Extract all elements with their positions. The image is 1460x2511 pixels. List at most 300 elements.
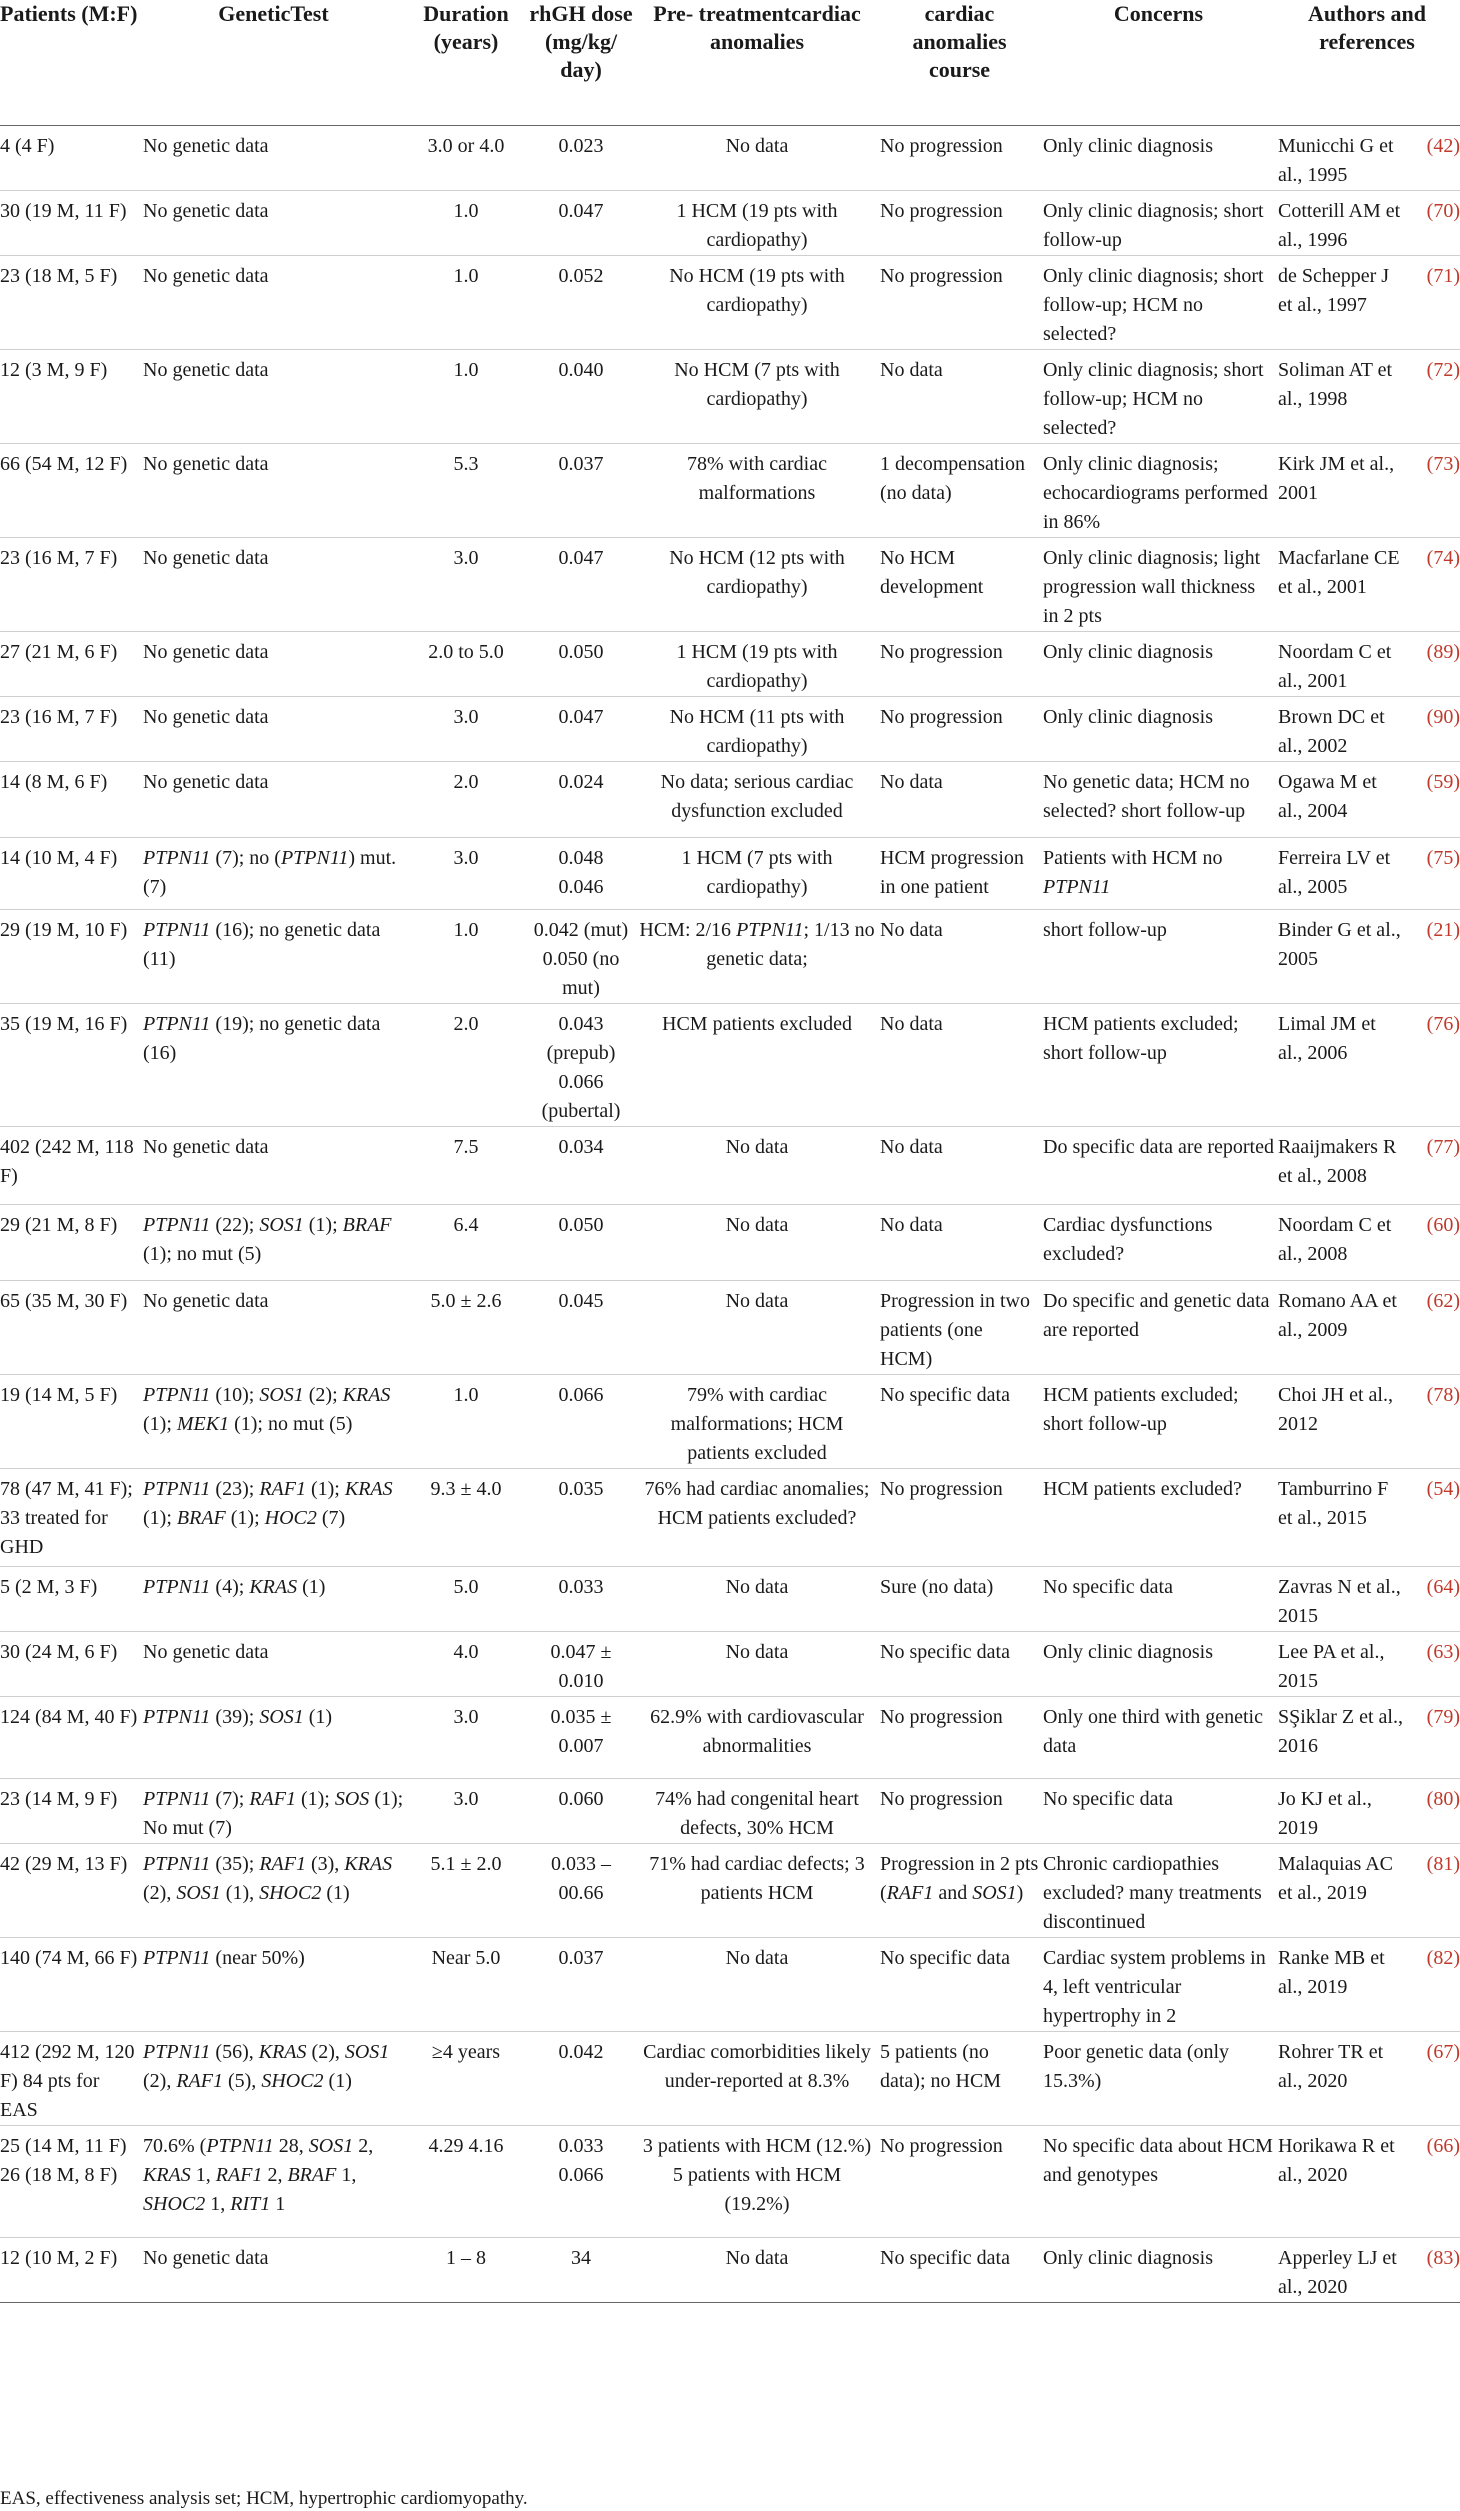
cell-genetic-test: PTPN11 (23); RAF1 (1); KRAS (1); BRAF (1); HOC2 (7) xyxy=(143,1477,393,1529)
cell-concerns: Do specific and genetic data are reported xyxy=(1043,1289,1270,1341)
cell-pretreatment xyxy=(638,1126,880,1204)
reference-link[interactable]: (71) xyxy=(1426,264,1460,287)
author-citation: Rohrer TR et al., 2020 xyxy=(1278,2040,1384,2092)
cell-dose xyxy=(528,190,638,255)
cell-patients: 412 (292 M, 120 F) 84 pts for EAS xyxy=(0,2040,135,2121)
cell-patients: 42 (29 M, 13 F) xyxy=(0,1852,128,1875)
cell-authors xyxy=(1278,761,1460,837)
cell-patients: 140 (74 M, 66 F) xyxy=(0,1946,138,1969)
cell-pretreatment xyxy=(638,190,880,255)
cell-dose xyxy=(528,1204,638,1280)
cell-concerns: Only clinic diagnosis; echocardiograms performed in 86% xyxy=(1043,452,1268,533)
cell-duration: 2.0 xyxy=(453,1012,479,1035)
table-row xyxy=(0,1204,1460,1280)
cell-course: Sure (no data) xyxy=(880,1575,994,1598)
reference-link[interactable]: (67) xyxy=(1426,2040,1460,2063)
cell-authors xyxy=(1278,1566,1460,1631)
cell-concerns: Cardiac dysfunctions excluded? xyxy=(1043,1213,1213,1265)
cell-pretreatment-line: 1 HCM (7 pts with cardiopathy) xyxy=(681,846,833,898)
cell-authors xyxy=(1278,696,1460,761)
author-citation: Lee PA et al., 2015 xyxy=(1278,1640,1385,1692)
author-citation: Romano AA et al., 2009 xyxy=(1278,1289,1397,1341)
cell-concerns: Poor genetic data (only 15.3%) xyxy=(1043,2040,1230,2092)
cell-patients: 23 (16 M, 7 F) xyxy=(0,546,118,569)
cell-patients: 35 (19 M, 16 F) xyxy=(0,1012,128,1035)
cell-course: No specific data xyxy=(880,1946,1010,1969)
cell-patients: 78 (47 M, 41 F); 33 treated for GHD xyxy=(0,1477,133,1558)
cell-genetic-test: PTPN11 (4); KRAS (1) xyxy=(143,1575,326,1598)
cell-genetic-test: 70.6% (PTPN11 28, SOS1 2, KRAS 1, RAF1 2, BRAF 1, SHOC2 1, RIT1 1 xyxy=(143,2134,374,2215)
cell-pretreatment-line: 5 patients with HCM (19.2%) xyxy=(672,2163,842,2215)
cell-pretreatment xyxy=(638,696,880,761)
table-row xyxy=(0,2125,1460,2237)
cell-duration: 3.0 xyxy=(453,546,479,569)
reference-link[interactable]: (72) xyxy=(1426,358,1460,381)
cell-concerns: Chronic cardiopathies excluded? many treatments discontinued xyxy=(1043,1852,1262,1933)
author-citation: Soliman AT et al., 1998 xyxy=(1278,358,1393,410)
cell-pretreatment-line: No data xyxy=(725,1575,789,1598)
reference-link[interactable]: (21) xyxy=(1426,918,1460,941)
cell-dose-line: 0.047 ± 0.010 xyxy=(550,1640,612,1692)
cell-concerns: HCM patients excluded? xyxy=(1043,1477,1242,1500)
cell-genetic-test: PTPN11 (10); SOS1 (2); KRAS (1); MEK1 (1); no mut (5) xyxy=(143,1383,391,1435)
cell-duration: 3.0 xyxy=(453,846,479,869)
cell-dose-line: 0.047 xyxy=(558,199,604,222)
cell-genetic-test: No genetic data xyxy=(143,1135,269,1158)
reference-link[interactable]: (54) xyxy=(1426,1477,1460,1500)
cell-pretreatment-line: HCM: 2/16 PTPN11; 1/13 no genetic data; xyxy=(639,918,875,970)
cell-dose-line: 0.046 xyxy=(558,875,604,898)
cell-pretreatment xyxy=(638,761,880,837)
cell-genetic-test: No genetic data xyxy=(143,770,269,793)
cell-pretreatment-line: 62.9% with cardiovascular abnormalities xyxy=(650,1705,864,1757)
cell-authors xyxy=(1278,631,1460,696)
cell-duration: 5.0 ± 2.6 xyxy=(430,1289,502,1312)
cell-course: No progression xyxy=(880,264,1003,287)
cell-genetic-test: No genetic data xyxy=(143,2246,269,2269)
cell-patients: 29 (19 M, 10 F) xyxy=(0,918,128,941)
cell-concerns: Cardiac system problems in 4, left ventricular hypertrophy in 2 xyxy=(1043,1946,1266,2027)
cell-concerns: HCM patients excluded; short follow-up xyxy=(1043,1383,1239,1435)
cell-dose xyxy=(528,443,638,537)
table-row xyxy=(0,1126,1460,1204)
cell-duration: 5.0 xyxy=(453,1575,479,1598)
cell-dose-line: 0.037 xyxy=(558,1946,604,1969)
cell-duration: 4.29 4.16 xyxy=(428,2134,504,2157)
cell-dose xyxy=(528,1937,638,2031)
cell-duration: 1.0 xyxy=(453,199,479,222)
reference-link[interactable]: (42) xyxy=(1426,134,1460,157)
cell-dose xyxy=(528,125,638,190)
cell-dose xyxy=(528,1843,638,1937)
cell-course: No specific data xyxy=(880,2246,1010,2269)
cell-pretreatment-line: No data; serious cardiac dysfunction excluded xyxy=(660,770,854,822)
cell-dose-line: 0.052 xyxy=(558,264,604,287)
cell-patients: 65 (35 M, 30 F) xyxy=(0,1289,128,1312)
cell-patients: 29 (21 M, 8 F) xyxy=(0,1213,118,1236)
author-citation: Ferreira LV et al., 2005 xyxy=(1278,846,1391,898)
header-genetic-test: GeneticTest xyxy=(143,0,408,125)
cell-course: No progression xyxy=(880,1705,1003,1728)
cell-authors xyxy=(1278,1778,1460,1843)
cell-duration: 1.0 xyxy=(453,1383,479,1406)
reference-link[interactable]: (79) xyxy=(1426,1705,1460,1728)
cell-genetic-test: PTPN11 (7); RAF1 (1); SOS (1); No mut (7) xyxy=(143,1787,404,1839)
cell-pretreatment-line: No data xyxy=(725,134,789,157)
cell-pretreatment xyxy=(638,1374,880,1468)
cell-authors xyxy=(1278,349,1460,443)
cell-dose xyxy=(528,1126,638,1204)
cell-concerns: Only one third with genetic data xyxy=(1043,1705,1263,1757)
cell-concerns: Only clinic diagnosis; short follow-up xyxy=(1043,199,1264,251)
reference-link[interactable]: (66) xyxy=(1426,2134,1460,2157)
cell-pretreatment xyxy=(638,2031,880,2125)
header-row xyxy=(0,0,1460,125)
author-citation: Limal JM et al., 2006 xyxy=(1278,1012,1376,1064)
cell-pretreatment-line: No data xyxy=(725,1135,789,1158)
cell-authors xyxy=(1278,1126,1460,1204)
cell-authors xyxy=(1278,1843,1460,1937)
cell-authors xyxy=(1278,190,1460,255)
table-row xyxy=(0,1631,1460,1696)
author-citation: Raaijmakers R et al., 2008 xyxy=(1278,1135,1397,1187)
cell-genetic-test: No genetic data xyxy=(143,640,269,663)
cell-course: No progression xyxy=(880,134,1003,157)
cell-concerns: Only clinic diagnosis xyxy=(1043,705,1213,728)
header-dose: rhGH dose (mg/kg/ day) xyxy=(528,0,638,125)
cell-patients: 5 (2 M, 3 F) xyxy=(0,1575,98,1598)
cell-dose-line: 0.035 ± 0.007 xyxy=(550,1705,612,1757)
cell-course: No data xyxy=(880,770,943,793)
cell-dose-line: 0.034 xyxy=(558,1135,604,1158)
cell-pretreatment-line: 74% had congenital heart defects, 30% HCM xyxy=(655,1787,859,1839)
cell-authors xyxy=(1278,1003,1460,1126)
cell-patients: 30 (19 M, 11 F) xyxy=(0,199,127,222)
cell-concerns: Only clinic diagnosis xyxy=(1043,1640,1213,1663)
reference-link[interactable]: (62) xyxy=(1426,1289,1460,1312)
cell-authors xyxy=(1278,909,1460,1003)
table-row xyxy=(0,125,1460,190)
cell-concerns: No genetic data; HCM no selected? short follow-up xyxy=(1043,770,1250,822)
cell-duration: 1.0 xyxy=(453,264,479,287)
cell-dose-line: 0.066 (pubertal) xyxy=(541,1070,621,1122)
cell-authors xyxy=(1278,1204,1460,1280)
cell-concerns: Only clinic diagnosis xyxy=(1043,134,1213,157)
cell-patients: 4 (4 F) xyxy=(0,134,55,157)
reference-link[interactable]: (74) xyxy=(1426,546,1460,569)
cell-course: 1 decompensation (no data) xyxy=(880,452,1025,504)
cell-dose-line: 0.024 xyxy=(558,770,604,793)
cell-dose-line: 0.043 (prepub) xyxy=(546,1012,616,1064)
cell-concerns: Only clinic diagnosis; light progression wall thickness in 2 pts xyxy=(1043,546,1261,627)
cell-course: No data xyxy=(880,918,943,941)
cell-dose xyxy=(528,1631,638,1696)
cell-dose xyxy=(528,1778,638,1843)
cell-course: Progression in two patients (one HCM) xyxy=(880,1289,1030,1370)
cell-duration: 2.0 xyxy=(453,770,479,793)
table-row xyxy=(0,190,1460,255)
author-citation: Municchi G et al., 1995 xyxy=(1278,134,1394,186)
cell-dose xyxy=(528,2031,638,2125)
author-citation: Brown DC et al., 2002 xyxy=(1278,705,1385,757)
cell-authors xyxy=(1278,1280,1460,1374)
cell-pretreatment xyxy=(638,909,880,1003)
author-citation: Macfarlane CE et al., 2001 xyxy=(1278,546,1400,598)
cell-duration: 3.0 or 4.0 xyxy=(427,134,505,157)
cell-genetic-test: No genetic data xyxy=(143,264,269,287)
cell-patients: 66 (54 M, 12 F) xyxy=(0,452,128,475)
table-row xyxy=(0,696,1460,761)
cell-course: No progression xyxy=(880,199,1003,222)
cell-pretreatment-line: No data xyxy=(725,1640,789,1663)
cell-pretreatment-line: HCM patients excluded xyxy=(662,1012,852,1035)
reference-link[interactable]: (80) xyxy=(1426,1787,1460,1810)
cell-duration: 1 – 8 xyxy=(446,2246,486,2269)
cell-course: No specific data xyxy=(880,1383,1010,1406)
cell-course: Progression in 2 pts (RAF1 and SOS1) xyxy=(880,1852,1039,1904)
table-row xyxy=(0,1696,1460,1778)
cell-course: No data xyxy=(880,358,943,381)
cell-pretreatment-line: No HCM (11 pts with cardiopathy) xyxy=(669,705,845,757)
cell-pretreatment xyxy=(638,837,880,909)
cell-dose xyxy=(528,537,638,631)
cell-dose xyxy=(528,349,638,443)
cell-pretreatment xyxy=(638,1937,880,2031)
cell-genetic-test: No genetic data xyxy=(143,199,269,222)
author-citation: Apperley LJ et al., 2020 xyxy=(1278,2246,1397,2298)
cell-genetic-test: No genetic data xyxy=(143,546,269,569)
cell-dose-line: 0.033 xyxy=(558,2134,604,2157)
table-row xyxy=(0,1468,1460,1566)
cell-concerns: Only clinic diagnosis xyxy=(1043,640,1213,663)
cell-dose-line: 0.060 xyxy=(558,1787,604,1810)
cell-dose xyxy=(528,1696,638,1778)
cell-authors xyxy=(1278,1468,1460,1566)
reference-link[interactable]: (82) xyxy=(1426,1946,1460,1969)
reference-link[interactable]: (70) xyxy=(1426,199,1460,222)
table-footnote: EAS, effectiveness analysis set; HCM, hypertrophic cardiomyopathy. xyxy=(0,2488,528,2509)
author-citation: Tamburrino F et al., 2015 xyxy=(1278,1477,1389,1529)
cell-dose-line: 0.047 xyxy=(558,546,604,569)
cell-concerns: Only clinic diagnosis xyxy=(1043,2246,1213,2269)
reference-link[interactable]: (63) xyxy=(1426,1640,1460,1663)
cell-course: No progression xyxy=(880,705,1003,728)
cell-pretreatment-line: 1 HCM (19 pts with cardiopathy) xyxy=(676,199,838,251)
author-citation: Choi JH et al., 2012 xyxy=(1278,1383,1393,1435)
cell-concerns: Only clinic diagnosis; short follow-up; HCM no selected? xyxy=(1043,358,1264,439)
cell-genetic-test: PTPN11 (16); no genetic data (11) xyxy=(143,918,381,970)
cell-pretreatment xyxy=(638,1468,880,1566)
cell-course: No HCM development xyxy=(880,546,984,598)
cell-pretreatment xyxy=(638,537,880,631)
cell-patients: 14 (8 M, 6 F) xyxy=(0,770,108,793)
cell-dose-line: 34 xyxy=(571,2246,591,2269)
cell-concerns: No specific data xyxy=(1043,1787,1173,1810)
cell-dose-line: 0.050 xyxy=(558,1213,604,1236)
cell-pretreatment-line: 1 HCM (19 pts with cardiopathy) xyxy=(676,640,838,692)
cell-pretreatment-line: 3 patients with HCM (12.%) xyxy=(642,2134,872,2157)
cell-duration: 2.0 to 5.0 xyxy=(428,640,504,663)
cell-pretreatment-line: No HCM (12 pts with cardiopathy) xyxy=(669,546,845,598)
author-citation: de Schepper J et al., 1997 xyxy=(1278,264,1390,316)
cell-patients: 19 (14 M, 5 F) xyxy=(0,1383,118,1406)
cell-authors xyxy=(1278,1374,1460,1468)
cell-patients: 23 (18 M, 5 F) xyxy=(0,264,118,287)
cell-patients: 12 (10 M, 2 F) xyxy=(0,2246,118,2269)
table-row xyxy=(0,631,1460,696)
header-course: cardiac anomalies course xyxy=(880,0,1043,125)
cell-genetic-test: PTPN11 (7); no (PTPN11) mut. (7) xyxy=(143,846,397,898)
cell-duration: 6.4 xyxy=(453,1213,479,1236)
cell-concerns: Only clinic diagnosis; short follow-up; HCM no selected? xyxy=(1043,264,1264,345)
cell-duration: 1.0 xyxy=(453,918,479,941)
reference-link[interactable]: (81) xyxy=(1426,1852,1460,1875)
cell-pretreatment xyxy=(638,2125,880,2237)
header-authors: Authors and references xyxy=(1278,0,1460,125)
reference-link[interactable]: (90) xyxy=(1426,705,1460,728)
cell-pretreatment xyxy=(638,1778,880,1843)
cell-patients: 402 (242 M, 118 F) xyxy=(0,1135,134,1187)
cell-duration: 9.3 ± 4.0 xyxy=(430,1477,502,1500)
cell-pretreatment xyxy=(638,1003,880,1126)
cell-pretreatment xyxy=(638,349,880,443)
cell-dose-line: 0.047 xyxy=(558,705,604,728)
cell-course: No progression xyxy=(880,1477,1003,1500)
cell-pretreatment-line: Cardiac comorbidities likely under-reported at 8.3% xyxy=(643,2040,871,2092)
author-citation: Noordam C et al., 2001 xyxy=(1278,640,1392,692)
author-citation: Zavras N et al., 2015 xyxy=(1278,1575,1401,1627)
cell-patients: 12 (3 M, 9 F) xyxy=(0,358,108,381)
cell-duration: 5.1 ± 2.0 xyxy=(430,1852,502,1875)
cell-duration: 3.0 xyxy=(453,1705,479,1728)
cell-dose xyxy=(528,1374,638,1468)
cell-pretreatment xyxy=(638,1843,880,1937)
cell-course: No progression xyxy=(880,1787,1003,1810)
cell-pretreatment-line: 78% with cardiac malformations xyxy=(687,452,827,504)
table-row xyxy=(0,1843,1460,1937)
cell-dose-line: 0.042 (mut) 0.050 (no mut) xyxy=(533,918,629,999)
cell-dose-line: 0.037 xyxy=(558,452,604,475)
reference-link[interactable]: (75) xyxy=(1426,846,1460,869)
cell-concerns: Patients with HCM no PTPN11 xyxy=(1043,846,1223,898)
author-citation: SŞiklar Z et al., 2016 xyxy=(1278,1705,1403,1757)
cell-dose-line: 0.045 xyxy=(558,1289,604,1312)
reference-link[interactable]: (76) xyxy=(1426,1012,1460,1035)
cell-dose-line: 0.023 xyxy=(558,134,604,157)
reference-link[interactable]: (78) xyxy=(1426,1383,1460,1406)
cell-genetic-test: No genetic data xyxy=(143,705,269,728)
author-citation: Binder G et al., 2005 xyxy=(1278,918,1401,970)
cell-patients: 23 (16 M, 7 F) xyxy=(0,705,118,728)
cell-duration: 7.5 xyxy=(453,1135,479,1158)
cell-dose xyxy=(528,1280,638,1374)
reference-link[interactable]: (83) xyxy=(1426,2246,1460,2269)
cell-authors xyxy=(1278,2237,1460,2302)
cell-pretreatment xyxy=(638,1280,880,1374)
cell-pretreatment xyxy=(638,255,880,349)
author-citation: Malaquias AC et al., 2019 xyxy=(1278,1852,1393,1904)
reference-link[interactable]: (64) xyxy=(1426,1575,1460,1598)
cell-dose xyxy=(528,255,638,349)
cell-course: HCM progression in one patient xyxy=(880,846,1024,898)
cell-pretreatment xyxy=(638,2237,880,2302)
cell-duration: 5.3 xyxy=(453,452,479,475)
cell-dose-line: 0.048 xyxy=(558,846,604,869)
cell-concerns: short follow-up xyxy=(1043,918,1167,941)
cell-authors xyxy=(1278,125,1460,190)
cell-duration: ≥4 years xyxy=(431,2040,501,2063)
table-row xyxy=(0,1280,1460,1374)
cell-patients: 14 (10 M, 4 F) xyxy=(0,846,118,869)
cell-genetic-test: PTPN11 (35); RAF1 (3), KRAS (2), SOS1 (1), SHOC2 (1) xyxy=(143,1852,393,1904)
author-citation: Kirk JM et al., 2001 xyxy=(1278,452,1395,504)
cell-authors xyxy=(1278,537,1460,631)
cell-pretreatment xyxy=(638,1696,880,1778)
cell-course: No data xyxy=(880,1213,943,1236)
cell-dose-line: 0.033 xyxy=(558,1575,604,1598)
cell-authors xyxy=(1278,1696,1460,1778)
cell-pretreatment-line: 79% with cardiac malformations; HCM patients excluded xyxy=(670,1383,844,1464)
reference-link[interactable]: (73) xyxy=(1426,452,1460,475)
cell-genetic-test: PTPN11 (39); SOS1 (1) xyxy=(143,1705,333,1728)
cell-authors xyxy=(1278,1631,1460,1696)
cell-course: No data xyxy=(880,1135,943,1158)
table-row xyxy=(0,909,1460,1003)
cell-course: No progression xyxy=(880,640,1003,663)
reference-link[interactable]: (89) xyxy=(1426,640,1460,663)
cell-authors xyxy=(1278,837,1460,909)
table-row xyxy=(0,1778,1460,1843)
reference-link[interactable]: (60) xyxy=(1426,1213,1460,1236)
table-row xyxy=(0,1374,1460,1468)
header-concerns: Concerns xyxy=(1043,0,1278,125)
cell-pretreatment xyxy=(638,443,880,537)
table-row xyxy=(0,255,1460,349)
cell-dose xyxy=(528,1003,638,1126)
cell-pretreatment-line: No HCM (7 pts with cardiopathy) xyxy=(674,358,840,410)
reference-link[interactable]: (59) xyxy=(1426,770,1460,793)
table-row xyxy=(0,761,1460,837)
cell-genetic-test: No genetic data xyxy=(143,358,269,381)
cell-duration: 3.0 xyxy=(453,1787,479,1810)
reference-link[interactable]: (77) xyxy=(1426,1135,1460,1158)
cell-pretreatment-line: 71% had cardiac defects; 3 patients HCM xyxy=(649,1852,865,1904)
cell-authors xyxy=(1278,255,1460,349)
cell-genetic-test: PTPN11 (19); no genetic data (16) xyxy=(143,1012,381,1064)
cell-authors xyxy=(1278,2031,1460,2125)
cell-pretreatment-line: No data xyxy=(725,1946,789,1969)
cell-genetic-test: PTPN11 (56), KRAS (2), SOS1 (2), RAF1 (5), SHOC2 (1) xyxy=(143,2040,390,2092)
table-row xyxy=(0,1937,1460,2031)
header-pretreatment: Pre- treatmentcardiac anomalies xyxy=(638,0,880,125)
cell-pretreatment xyxy=(638,1631,880,1696)
table-row xyxy=(0,443,1460,537)
cell-course: 5 patients (no data); no HCM xyxy=(880,2040,1002,2092)
cell-dose xyxy=(528,2125,638,2237)
cell-pretreatment-line: No data xyxy=(725,1289,789,1312)
table-row xyxy=(0,837,1460,909)
cell-duration: 1.0 xyxy=(453,358,479,381)
cell-dose-line: 0.033 – 00.66 xyxy=(551,1852,611,1904)
cell-course: No data xyxy=(880,1012,943,1035)
cell-patients: 30 (24 M, 6 F) xyxy=(0,1640,118,1663)
cell-course: No progression xyxy=(880,2134,1003,2157)
cell-patients: 124 (84 M, 40 F) xyxy=(0,1705,138,1728)
header-patients: Patients (M:F) xyxy=(0,0,143,125)
cell-dose-line: 0.066 xyxy=(558,2163,604,2186)
cell-concerns: No specific data xyxy=(1043,1575,1173,1598)
author-citation: Cotterill AM et al., 1996 xyxy=(1278,199,1401,251)
